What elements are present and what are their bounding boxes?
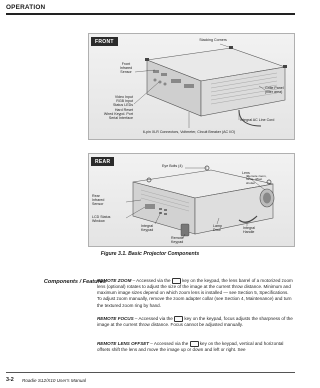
label-front-left-group: Video Input RGB Input Status LEDs Hard Reset Wired Keypd. Port Serial Interface — [103, 95, 133, 121]
label-stacking-corners: Stacking Corners — [199, 38, 227, 42]
label-lamp-door: Lamp Door — [213, 224, 222, 233]
label-integral-keypad: Integral Keypad — [141, 224, 154, 233]
paragraph-remote-focus: REMOTE FOCUS – Accessed via the key on the keypad, focus adjusts the sharpness of the image at the current throw distance. Focus cannot be adjusted manually. — [97, 316, 293, 328]
section-title: Components / Features — [43, 279, 106, 285]
label-integral-handle: Integral Handle — [243, 226, 255, 235]
focus-key-icon — [174, 316, 183, 322]
manual-title: Roadie S12/X10 User's Manual — [22, 378, 86, 383]
front-tag: FRONT — [91, 37, 118, 46]
footer-rule — [6, 372, 295, 373]
lens-key-icon — [190, 341, 199, 347]
front-figure-panel — [88, 33, 295, 140]
rear-figure-panel — [88, 153, 295, 247]
paragraph-lead: REMOTE FOCUS — [97, 316, 134, 322]
label-remote-keypad: Remote Keypad — [171, 236, 184, 245]
label-lens: Lens — [242, 171, 250, 175]
page-number: 3-2 — [6, 377, 14, 383]
paragraph-remote-lens-offset: REMOTE LENS OFFSET – Accessed via the key on the keypad, vertical and horizontal offsets shift the lens and move the image up or down and left or right. See — [97, 341, 284, 353]
zoom-key-icon — [172, 278, 181, 284]
figure-caption: Figure 3.1. Basic Projector Components — [100, 251, 200, 257]
label-integral-ac-cord: Integral AC Line Cord — [240, 118, 275, 122]
label-front-bottom: 6-pin XLR Connectors, Voltmeter, Circuit Breaker (AC I/O) — [142, 130, 236, 134]
label-front-ir-sensor: Front Infrared Sensor — [119, 62, 133, 75]
front-projector-illustration — [89, 34, 294, 139]
paragraph-lead: REMOTE LENS OFFSET — [97, 341, 150, 347]
paragraph-remote-zoom: REMOTE ZOOM – Accessed via the key on the keypad, the lens barrel of a motorized zoom lens (optional) rotates to adjust the size of the image at the current throw distance. Minimum and maximum image sizes depend on which zoom lens is installed — see Section 5, Specifications. To adjust zoom manually, remove the zoom adapter collar (see Section 4, Maintenance) and turn the textured zoom ring by hand. — [97, 278, 293, 308]
label-eye-bolts: Eye Bolts (4) — [162, 164, 183, 168]
section-header: OPERATION — [6, 4, 46, 11]
label-rear-ir-sensor: Rear Infrared Sensor — [92, 194, 105, 207]
rear-tag: REAR — [91, 157, 114, 166]
header-rule — [6, 13, 295, 15]
paragraph-lead: REMOTE ZOOM — [97, 278, 132, 284]
label-grille-panel: Grille Panel (filter area) — [265, 86, 284, 95]
label-lcd-status: LCD Status Window — [92, 215, 111, 224]
label-lens-note: (Remote zoom, focus, offset shutter — [246, 174, 267, 185]
